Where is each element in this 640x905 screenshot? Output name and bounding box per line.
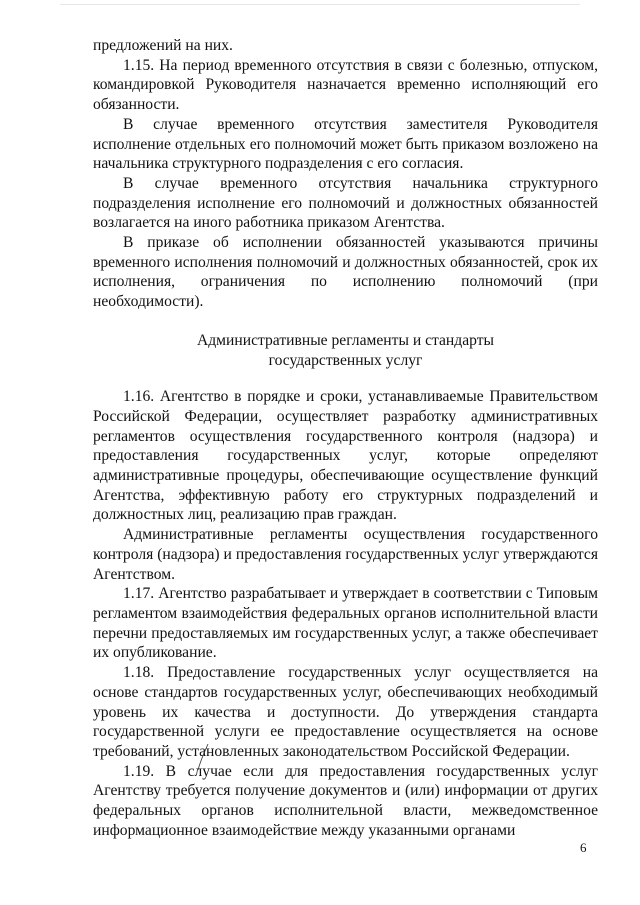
paragraph-deputy-absence: В случае временного отсутствия заместителя Руководителя исполнение отдельных его полномочий может быть приказом возложено на начальника структурного подразделения с его согласия.	[93, 115, 598, 173]
paragraph-1-16: 1.16. Агентство в порядке и сроки, устанавливаемые Правительством Российской Федерации, осуществляет разработку административных регламентов осуществления государственного контроля (надзора) и предоставления государственных услуг, которые определяют административные процедуры, обеспечивающие осуществление функций Агентства, эффективную работу его структурных подразделений и должностных лиц, реализацию прав граждан.	[93, 388, 598, 524]
paragraph-order-contents: В приказе об исполнении обязанностей указываются причины временного исполнения полномочий и должностных обязанностей, срок их исполнения, ограничения по исполнению полномочий (при необходимости).	[93, 234, 598, 311]
section-heading-line-2: государственных услуг	[268, 351, 423, 369]
paragraph-1-15: 1.15. На период временного отсутствия в связи с болезнью, отпуском, командировкой Руководителя назначается временно исполняющий его обязанности.	[93, 56, 598, 114]
scan-edge-line	[60, 4, 580, 5]
document-body	[93, 36, 598, 840]
page-number: 6	[580, 840, 587, 855]
paragraph-1-17: 1.17. Агентство разрабатывает и утверждает в соответствии с Типовым регламентом взаимодействия федеральных органов исполнительной власти перечни предоставляемых им государственных услуг, а также обеспечивает их опубликование.	[93, 585, 598, 662]
section-heading	[93, 331, 598, 370]
pen-stroke-mark	[196, 743, 210, 771]
paragraph-1-19: 1.19. В случае если для предоставления государственных услуг Агентству требуется получение документов и (или) информации от других федеральных органов исполнительной власти, межведомственное информационное взаимодействие между указанными органами	[93, 762, 598, 839]
section-heading-line-1: Административные регламенты и стандарты	[196, 331, 495, 349]
paragraph-head-absence: В случае временного отсутствия начальника структурного подразделения исполнение его полномочий и должностных обязанностей возлагается на иного работника приказом Агентства.	[93, 174, 598, 232]
paragraph-regulations-approval: Административные регламенты осуществления государственного контроля (надзора) и предоставления государственных услуг утверждаются Агентством.	[93, 526, 598, 583]
paragraph-continuation: предложений на них.	[93, 37, 233, 54]
paragraph-1-18: 1.18. Предоставление государственных услуг осуществляется на основе стандартов государственных услуг, обеспечивающих необходимый уровень их качества и доступности. До утверждения стандарта государственной услуги ее предоставление осуществляется на основе требований, установленных законодательством Российской Федерации.	[93, 664, 598, 760]
